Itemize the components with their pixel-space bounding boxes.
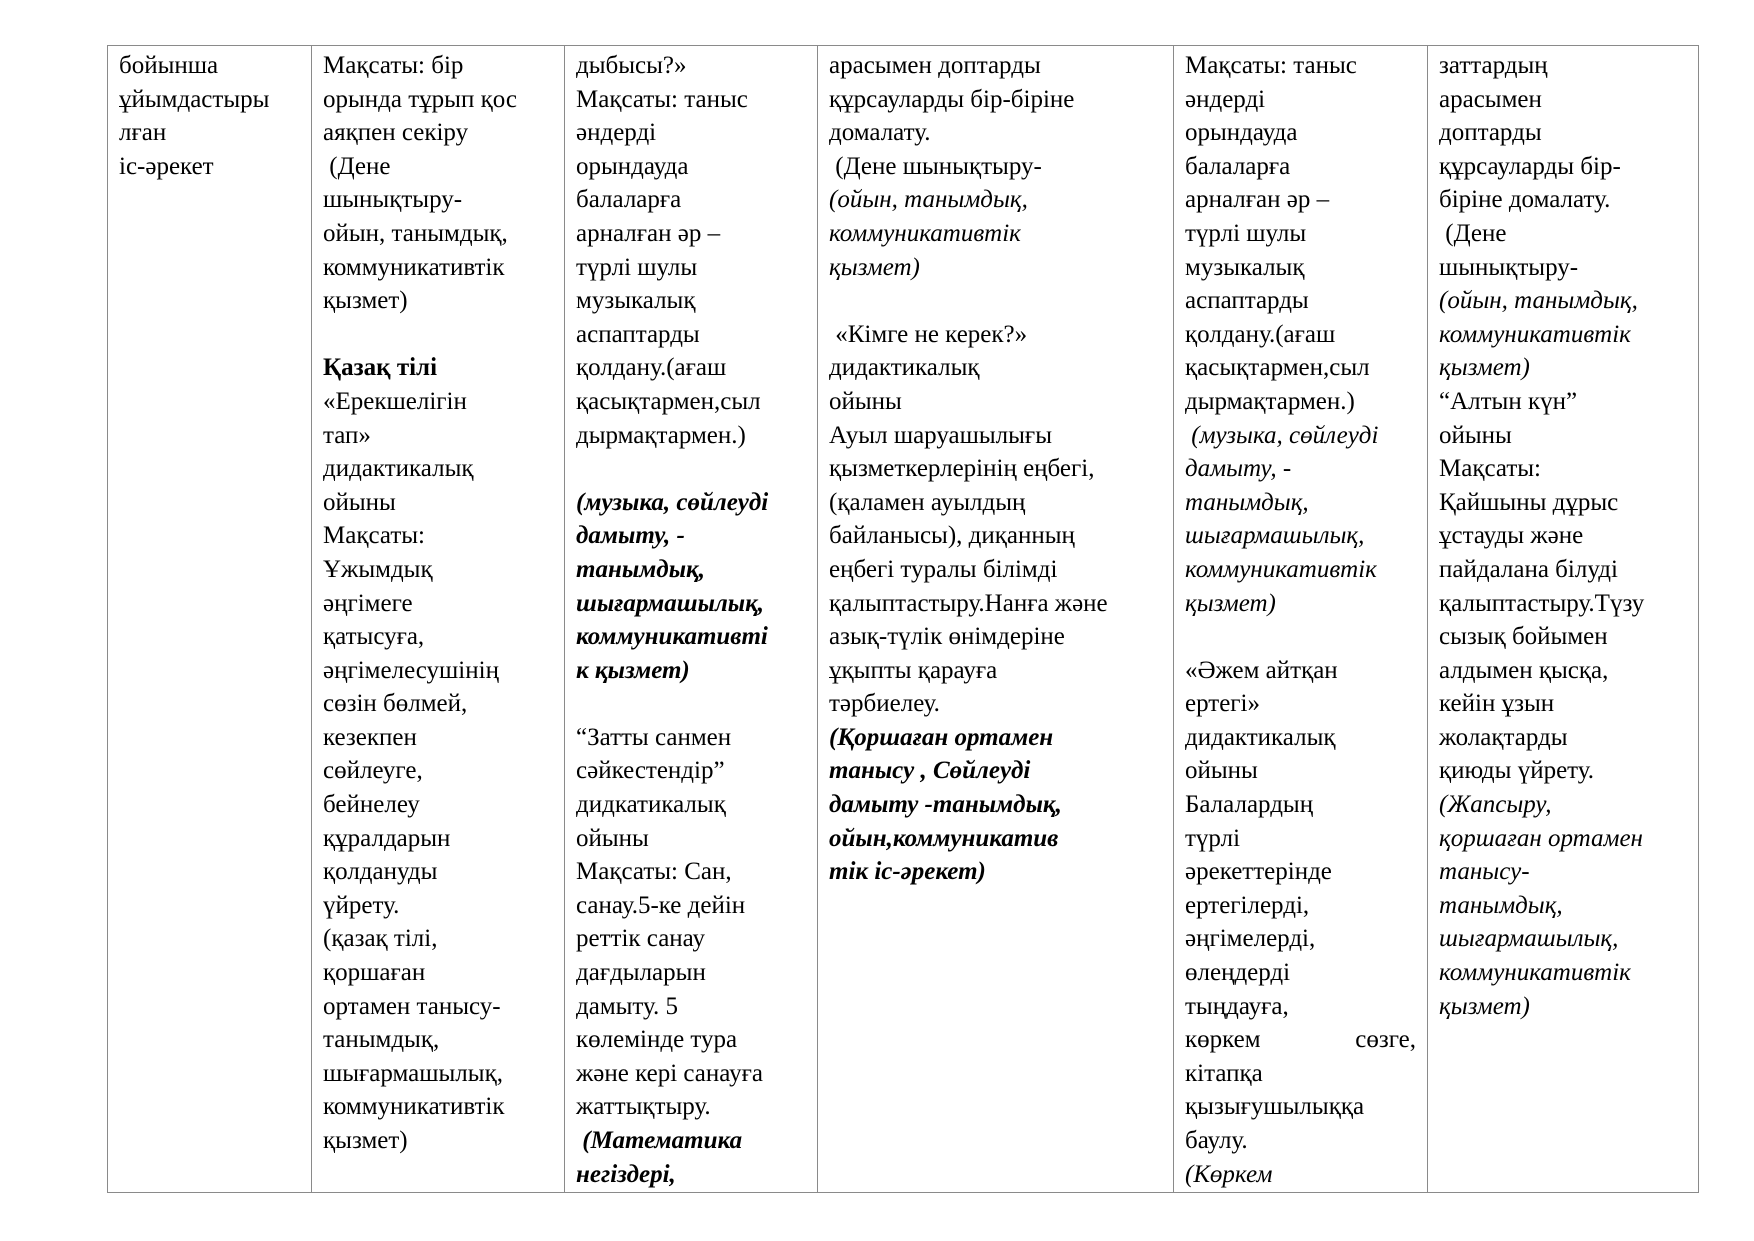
cell-text-line: “Алтын күн” bbox=[1439, 387, 1578, 415]
lesson-plan-table bbox=[107, 45, 1699, 1193]
cell-text-line bbox=[1185, 1023, 1416, 1057]
table-row bbox=[108, 46, 1699, 1193]
cell-text-line: кейін ұзын bbox=[1439, 690, 1555, 718]
cell-text-line: доптарды bbox=[1439, 119, 1542, 147]
cell-text-line: ойыны bbox=[576, 824, 649, 852]
cell-text-line: ойыны bbox=[1185, 757, 1258, 785]
cell-text-line: дағдыларын bbox=[576, 959, 706, 987]
cell-text-line: баулу. bbox=[1185, 1127, 1248, 1154]
cell-text-line: (Қоршаған ортамен bbox=[829, 723, 1054, 751]
cell-text-line: түрлі шулы bbox=[576, 253, 698, 281]
cell-text-line: қолдану.(ағаш bbox=[1185, 320, 1336, 348]
cell-text-line bbox=[576, 452, 806, 486]
cell-text-line: дамыту, - bbox=[1185, 455, 1292, 483]
cell-text-line: арналған әр – bbox=[576, 219, 721, 247]
cell-text-line: дидактикалық bbox=[323, 455, 474, 483]
cell-text-line: іс-әрекет bbox=[119, 152, 214, 180]
cell-text-line: лған bbox=[119, 119, 167, 147]
cell-text-line: қасықтармен,сыл bbox=[1185, 354, 1370, 382]
cell-text-line: түрлі шулы bbox=[1185, 219, 1307, 247]
cell-text-line: қатысуға, bbox=[323, 623, 425, 651]
cell-text-line: ұстауды және bbox=[1439, 522, 1584, 550]
cell-text-line: әндерді bbox=[576, 119, 657, 147]
cell-text-line: өлеңдерді bbox=[1185, 959, 1291, 987]
table-cell-col-4 bbox=[818, 46, 1174, 1193]
cell-text-line: (Жапсыру, bbox=[1439, 791, 1552, 819]
cell-text-line: құрсауларды бір-біріне bbox=[829, 85, 1075, 113]
cell-text-line: (музыка, сөйлеуді bbox=[576, 488, 769, 516]
cell-text-line: аспаптарды bbox=[1185, 287, 1309, 315]
cell-text-line: ойыны bbox=[829, 387, 902, 415]
cell-text-line: сөйлеуге, bbox=[323, 757, 423, 785]
cell-text-line: дамыту, - bbox=[576, 522, 685, 550]
cell-text-line: ойыны bbox=[323, 488, 396, 516]
cell-text-line: тап» bbox=[323, 421, 371, 449]
cell-text-line: ойын, танымдық, bbox=[323, 219, 508, 247]
cell-text-line: к қызмет) bbox=[576, 656, 690, 684]
cell-text-line: коммуникативтік bbox=[1439, 959, 1631, 987]
cell-text-line: коммуникативтік bbox=[323, 253, 505, 281]
cell-text-line bbox=[1185, 620, 1416, 654]
cell-text-line: танымдық, bbox=[323, 1026, 440, 1054]
cell-text-line: Мақсаты: таныс bbox=[1185, 52, 1357, 79]
cell-text-line: қалыптастыру.Түзу bbox=[1439, 589, 1645, 617]
cell-text-line: тік іс-әрекет) bbox=[829, 858, 986, 886]
table-cell-col-5 bbox=[1174, 46, 1428, 1193]
cell-text-line: (музыка, сөйлеуді bbox=[1185, 421, 1379, 449]
cell-text-line: ойыны bbox=[1439, 421, 1512, 449]
cell-text-line bbox=[829, 284, 1162, 318]
cell-text-line: жолақтарды bbox=[1439, 723, 1568, 751]
cell-text-line: дидактикалық bbox=[829, 354, 980, 382]
cell-text-line: орындауда bbox=[1185, 119, 1298, 147]
cell-text-line: әңгімелерді, bbox=[1185, 925, 1316, 953]
cell-text-word: сөзге, bbox=[1355, 1026, 1416, 1054]
cell-text-line: қызығушылыққа bbox=[1185, 1093, 1365, 1121]
cell-text-line: қызмет) bbox=[1439, 992, 1530, 1020]
table-cell-col-1 bbox=[108, 46, 312, 1193]
cell-text-line: қолдану.(ағаш bbox=[576, 354, 727, 382]
cell-text-line: ертегілерді, bbox=[1185, 891, 1310, 919]
cell-text-line: (қаламен ауылдың bbox=[829, 488, 1026, 516]
cell-text-line: танысу , Сөйлеуді bbox=[829, 757, 1031, 785]
cell-text-line: аяқпен секіру bbox=[323, 119, 469, 147]
cell-text-line: байланысы), диқанның bbox=[829, 522, 1075, 550]
cell-text-line: Ұжымдық bbox=[323, 555, 433, 583]
cell-text-line: танымдық, bbox=[1439, 891, 1563, 919]
cell-text-line: алдымен қысқа, bbox=[1439, 656, 1609, 684]
table-cell-col-2 bbox=[312, 46, 565, 1193]
cell-text-line: заттардың bbox=[1439, 52, 1548, 79]
cell-text-line: шығармашылық, bbox=[1185, 522, 1365, 550]
cell-text-line: «Әжем айтқан bbox=[1185, 656, 1338, 684]
cell-text-line: дырмақтармен.) bbox=[576, 421, 746, 449]
cell-text-line: танымдық, bbox=[576, 555, 705, 583]
cell-text-word: көркем bbox=[1185, 1026, 1261, 1054]
cell-text-line: көлемінде тура bbox=[576, 1026, 738, 1054]
cell-text-line: балаларға bbox=[576, 186, 682, 214]
cell-text-line: коммуникативтік bbox=[1439, 320, 1631, 348]
cell-text-line: (Дене bbox=[323, 152, 391, 180]
cell-text-line: тәрбиелеу. bbox=[829, 690, 940, 718]
cell-text-line: шынықтыру- bbox=[323, 186, 463, 214]
cell-text-line: пайдалана білуді bbox=[1439, 555, 1618, 583]
cell-text-line: арналған әр – bbox=[1185, 186, 1330, 214]
cell-text-line: еңбегі туралы білімді bbox=[829, 555, 1058, 583]
cell-text-line: Балалардың bbox=[1185, 791, 1314, 819]
cell-text-line: Мақсаты: bbox=[323, 522, 425, 550]
cell-text-line: әңгімеге bbox=[323, 589, 413, 617]
cell-text-line: Мақсаты: Сан, bbox=[576, 858, 732, 886]
cell-text-line: сызық бойымен bbox=[1439, 623, 1608, 651]
cell-text-line: әндерді bbox=[1185, 85, 1266, 113]
cell-text-line: Қазақ тілі bbox=[323, 354, 438, 382]
table-cell-col-6 bbox=[1428, 46, 1699, 1193]
cell-text-line: қызмет) bbox=[1439, 354, 1530, 382]
cell-text-line: бойынша bbox=[119, 52, 219, 79]
cell-text-line: Мақсаты: бір bbox=[323, 52, 464, 79]
cell-text-line: домалату. bbox=[829, 119, 931, 147]
cell-text-line: танысу- bbox=[1439, 858, 1530, 886]
cell-text-line: балаларға bbox=[1185, 152, 1291, 180]
cell-text-line: дыбысы?» bbox=[576, 52, 687, 79]
cell-text-line: қызмет) bbox=[1185, 589, 1276, 617]
cell-text-line bbox=[323, 318, 553, 352]
cell-text-line: кезекпен bbox=[323, 723, 417, 751]
cell-text-line: шығармашылық, bbox=[1439, 925, 1619, 953]
cell-text-line: Ауыл шаруашылығы bbox=[829, 421, 1052, 449]
cell-text-line: қолдануды bbox=[323, 858, 438, 886]
cell-text-line: орындауда bbox=[576, 152, 689, 180]
cell-text-line: коммуникативтік bbox=[829, 219, 1021, 247]
cell-text-line: реттік санау bbox=[576, 925, 705, 953]
cell-text-line: түрлі bbox=[1185, 824, 1241, 852]
cell-text-line: қасықтармен,сыл bbox=[576, 387, 761, 415]
cell-text-line: арасымен доптарды bbox=[829, 52, 1041, 79]
cell-text-line: коммуникативтік bbox=[1185, 555, 1377, 583]
cell-text-line: “Затты санмен bbox=[576, 723, 732, 751]
cell-text-line: және кері санауға bbox=[576, 1059, 763, 1087]
cell-text-line: жаттықтыру. bbox=[576, 1093, 711, 1121]
cell-text-line: Мақсаты: bbox=[1439, 455, 1541, 483]
cell-text-line: ұйымдастыры bbox=[119, 85, 270, 113]
cell-text-line: арасымен bbox=[1439, 85, 1542, 113]
cell-text-line: қоршаған bbox=[323, 959, 426, 987]
cell-text-line: әрекеттерінде bbox=[1185, 858, 1332, 886]
cell-text-line: қиюды үйрету. bbox=[1439, 757, 1595, 785]
cell-text-line: құралдарын bbox=[323, 824, 451, 852]
cell-text-line: бейнелеу bbox=[323, 791, 420, 819]
cell-text-line: шынықтыру- bbox=[1439, 253, 1579, 281]
table-cell-col-3 bbox=[565, 46, 818, 1193]
cell-text-line: «Кімге не керек?» bbox=[829, 320, 1028, 348]
cell-text-line: кітапқа bbox=[1185, 1059, 1263, 1087]
cell-text-line: (ойын, танымдық, bbox=[1439, 287, 1638, 315]
cell-text-line: дидактикалық bbox=[1185, 723, 1336, 751]
cell-text-line: сәйкестендір” bbox=[576, 757, 725, 785]
cell-text-line: біріне домалату. bbox=[1439, 186, 1611, 214]
cell-text-line: тыңдауға, bbox=[1185, 992, 1289, 1020]
cell-text-line: құрсауларды бір- bbox=[1439, 152, 1621, 180]
cell-text-line: сөзін бөлмей, bbox=[323, 690, 468, 718]
cell-text-line bbox=[576, 687, 806, 721]
cell-text-line: әңгімелесушінің bbox=[323, 656, 499, 684]
cell-text-line: (ойын, танымдық, bbox=[829, 186, 1028, 214]
cell-text-line: музыкалық bbox=[576, 287, 696, 315]
cell-text-line: үйрету. bbox=[323, 891, 400, 919]
cell-text-line: музыкалық bbox=[1185, 253, 1305, 281]
cell-text-line: (қазақ тілі, bbox=[323, 925, 438, 953]
cell-text-line: қызмет) bbox=[829, 253, 920, 281]
cell-text-line: Мақсаты: таныс bbox=[576, 85, 748, 113]
cell-text-line: (Математика bbox=[576, 1127, 743, 1154]
cell-text-line: коммуникативтік bbox=[323, 1093, 505, 1121]
cell-text-line: (Дене шынықтыру- bbox=[829, 152, 1042, 180]
cell-text-line: «Ерекшелігін bbox=[323, 387, 467, 415]
cell-text-line: (Дене bbox=[1439, 219, 1507, 247]
cell-text-line: танымдық, bbox=[1185, 488, 1309, 516]
cell-text-line: шығармашылық, bbox=[576, 589, 765, 617]
cell-text-line: қызметкерлерінің еңбегі, bbox=[829, 455, 1095, 483]
cell-text-line: ұқыпты қарауға bbox=[829, 656, 998, 684]
cell-text-line: дырмақтармен.) bbox=[1185, 387, 1355, 415]
cell-text-line: дамыту -танымдық, bbox=[829, 791, 1062, 819]
cell-text-line: қызмет) bbox=[323, 287, 408, 315]
cell-text-line: санау.5-ке дейін bbox=[576, 891, 746, 919]
cell-text-line: коммуникативті bbox=[576, 623, 768, 651]
cell-text-line: шығармашылық, bbox=[323, 1059, 503, 1087]
cell-text-line: Қайшыны дұрыс bbox=[1439, 488, 1619, 516]
cell-text-line: қалыптастыру.Нанға және bbox=[829, 589, 1108, 617]
cell-text-line: негіздері, bbox=[576, 1160, 676, 1188]
cell-text-line: дидкатикалық bbox=[576, 791, 726, 819]
cell-text-line: азық-түлік өнімдеріне bbox=[829, 623, 1065, 651]
cell-text-line: ойын,коммуникатив bbox=[829, 824, 1059, 852]
cell-text-line: қоршаған ортамен bbox=[1439, 824, 1643, 852]
cell-text-line: орында тұрып қос bbox=[323, 85, 517, 113]
cell-text-line: ертегі» bbox=[1185, 690, 1260, 718]
cell-text-line: ортамен танысу- bbox=[323, 992, 501, 1020]
cell-text-line: (Көркем bbox=[1185, 1160, 1273, 1188]
cell-text-line: аспаптарды bbox=[576, 320, 700, 348]
cell-text-line: қызмет) bbox=[323, 1127, 408, 1154]
cell-text-line: дамыту. 5 bbox=[576, 992, 679, 1020]
